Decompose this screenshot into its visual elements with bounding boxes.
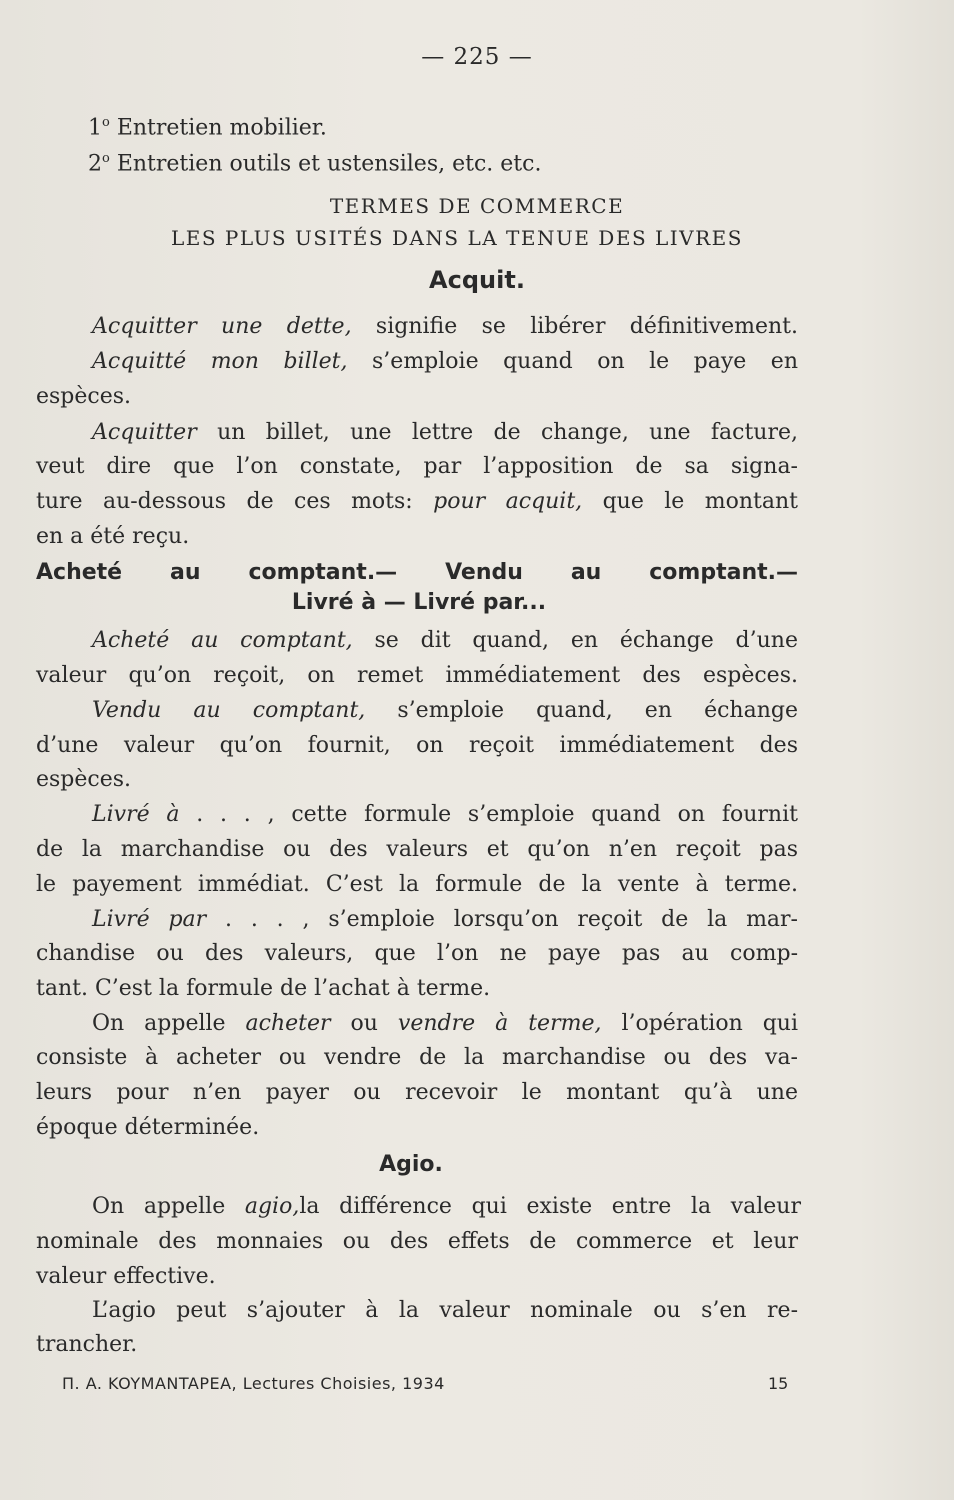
section-title: TERMES DE COMMERCE	[329, 194, 625, 218]
paragraph-line: On appelle agio,la différence qui existe entre la valeur	[92, 1194, 801, 1219]
paragraph-line: On appelle acheter ou vendre à terme, l’opération qui	[92, 1011, 798, 1036]
paragraph-line: Acquitter un billet, une lettre de change, une facture,	[92, 420, 798, 445]
paragraph-line: en a été reçu.	[36, 524, 190, 549]
paragraph-line: tant. C’est la formule de l’achat à terme.	[36, 976, 491, 1001]
paragraph-line: de la marchandise ou des valeurs et qu’on n’en reçoit pas	[36, 837, 798, 862]
paragraph-line: espèces.	[36, 767, 132, 792]
paragraph-line: espèces.	[36, 384, 132, 409]
paragraph-line: Acquitter une dette, signifie se libérer définitivement.	[92, 314, 799, 339]
signature-number: 15	[768, 1374, 789, 1393]
page-number: — 225 —	[421, 44, 533, 70]
paragraph-line: veut dire que l’on constate, par l’apposition de sa signa-	[36, 454, 798, 479]
paragraph-line: Livré à . . . , cette formule s’emploie quand on fournit	[92, 802, 798, 827]
heading-livre: Livré à — Livré par...	[291, 590, 547, 615]
paragraph-line: Acheté au comptant, se dit quand, en échange d’une	[92, 628, 798, 653]
footer-citation: Π. A. KOYMANTAPEA, Lectures Choisies, 1934	[62, 1374, 445, 1393]
paragraph-line: Livré par . . . , s’emploie lorsqu’on reçoit de la mar-	[92, 907, 798, 932]
paragraph-line: chandise ou des valeurs, que l’on ne paye pas au comp-	[36, 941, 798, 966]
paragraph-line: valeur effective.	[36, 1264, 216, 1289]
paragraph-line: d’une valeur qu’on fournit, on reçoit immédiatement des	[36, 733, 798, 758]
paragraph-line: Acquitté mon billet, s’emploie quand on le paye en	[92, 349, 798, 374]
paragraph-line: époque déterminée.	[36, 1115, 260, 1140]
paragraph-line: le payement immédiat. C’est la formule de la vente à terme.	[36, 872, 798, 897]
paragraph-line: valeur qu’on reçoit, on remet immédiatement des espèces.	[36, 663, 798, 688]
section-subtitle: LES PLUS USITÉS DANS LA TENUE DES LIVRES	[170, 226, 743, 250]
paragraph-line: leurs pour n’en payer ou recevoir le montant qu’à une	[36, 1080, 798, 1105]
list-item: 1$^o$ Entretien mobilier.	[88, 115, 327, 141]
heading-achete: Acheté au comptant.— Vendu au comptant.—	[36, 560, 798, 585]
list-item: 2$^o$ Entretien outils et ustensiles, etc. etc.	[88, 151, 542, 177]
paragraph-line: nominale des monnaies ou des effets de commerce et leur	[36, 1229, 798, 1254]
paragraph-line: consiste à acheter ou vendre de la marchandise ou des va-	[36, 1045, 798, 1070]
heading-acquit: Acquit.	[429, 266, 525, 294]
paragraph-line: ture au-dessous de ces mots: pour acquit, que le montant	[36, 489, 798, 514]
heading-agio: Agio.	[379, 1152, 443, 1177]
paragraph-line: L’agio peut s’ajouter à la valeur nominale ou s’en re-	[92, 1298, 798, 1323]
paragraph-line: Vendu au comptant, s’emploie quand, en échange	[92, 698, 798, 723]
paragraph-line: trancher.	[36, 1332, 138, 1357]
